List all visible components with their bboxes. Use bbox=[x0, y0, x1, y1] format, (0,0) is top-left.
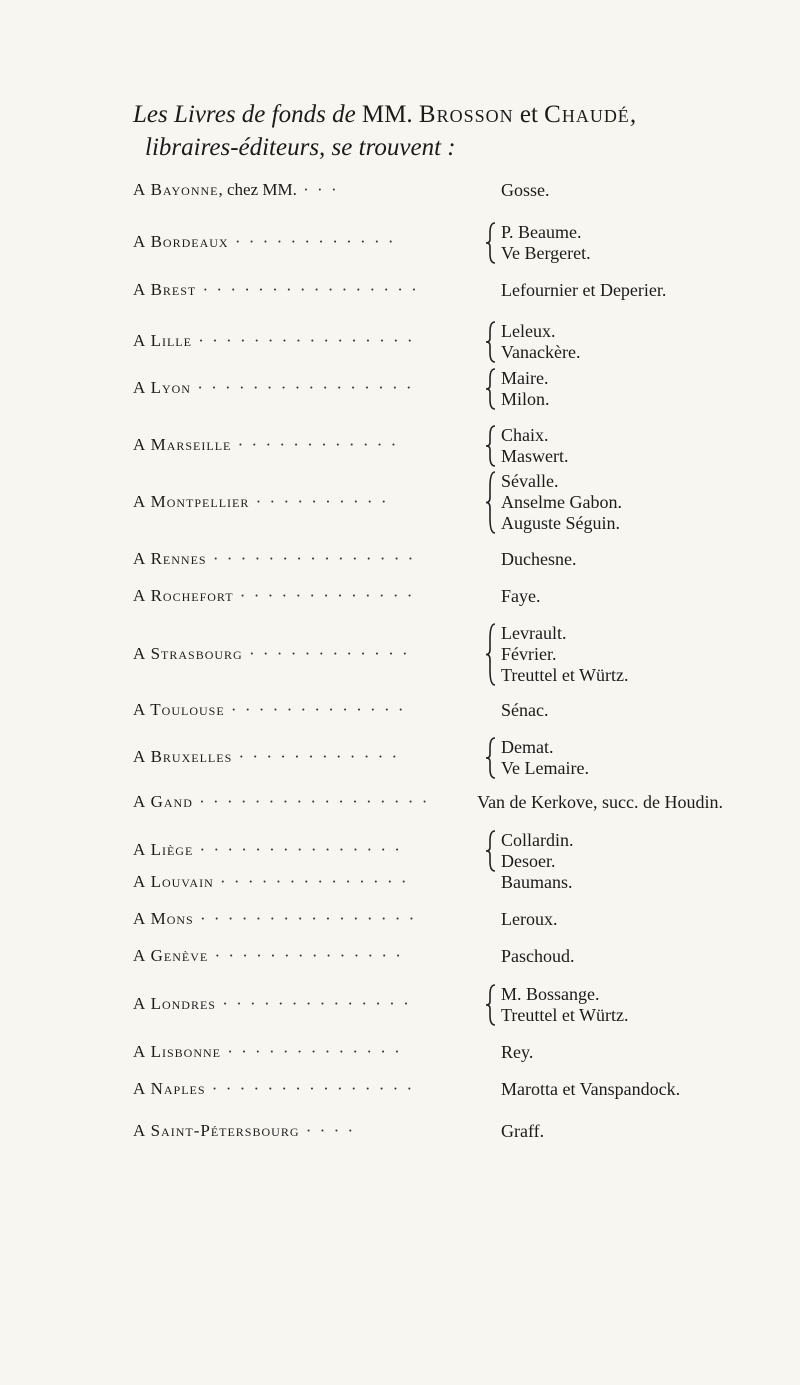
city-cell bbox=[133, 830, 485, 860]
bookseller-names bbox=[501, 872, 573, 893]
bookseller-name: Demat. bbox=[501, 737, 554, 757]
city-cell bbox=[133, 368, 485, 398]
city-cell bbox=[133, 1079, 485, 1099]
bookseller-names bbox=[501, 280, 666, 301]
bookseller-names bbox=[501, 830, 574, 872]
city-name: A Genève bbox=[133, 946, 209, 965]
bookseller-names bbox=[501, 368, 550, 410]
entry-row bbox=[133, 830, 723, 877]
bookseller-name: Van de Kerkove, succ. de Houdin. bbox=[477, 792, 723, 812]
dot-leaders: · · · · · · · · · · · · · bbox=[233, 586, 415, 605]
city-name: A Brest bbox=[133, 280, 197, 299]
city-cell bbox=[133, 280, 485, 300]
entry-row bbox=[133, 984, 723, 1031]
dot-leaders: · · · · · · · · · · · · · · · · · bbox=[192, 792, 430, 811]
bookseller-name: Rey. bbox=[501, 1042, 534, 1062]
city-name: A Gand bbox=[133, 792, 193, 811]
city-name: A Bruxelles bbox=[133, 747, 233, 766]
city-name: A Toulouse bbox=[133, 700, 225, 719]
bookseller-name: Ve Lemaire. bbox=[501, 758, 589, 778]
dot-leaders: · · · · bbox=[299, 1121, 356, 1140]
entry-row bbox=[133, 180, 723, 201]
bookseller-name: Lefournier et Deperier. bbox=[501, 280, 667, 300]
city-name: A Bordeaux bbox=[133, 232, 229, 251]
bookseller-names bbox=[501, 1042, 533, 1063]
bookseller-name: Graff. bbox=[501, 1121, 545, 1141]
city-name: A Londres bbox=[133, 994, 216, 1013]
city-cell bbox=[133, 321, 485, 351]
dot-leaders: · · · · · · · · · · · · bbox=[228, 232, 396, 251]
bookseller-name: Paschoud. bbox=[501, 946, 575, 966]
heading-and: et bbox=[519, 101, 538, 128]
brace-icon bbox=[485, 984, 497, 1031]
heading-prefix: Les Livres de fonds de bbox=[133, 101, 356, 128]
city-cell bbox=[133, 872, 485, 892]
dot-leaders: · · · · · · · · · · · · · · bbox=[215, 994, 411, 1013]
entry-row bbox=[133, 471, 723, 539]
city-suffix: , chez MM. bbox=[218, 180, 297, 199]
city-name: A Saint-Pétersbourg bbox=[133, 1121, 300, 1140]
brace-icon bbox=[485, 737, 497, 784]
publisher-name-2: Chaudé bbox=[544, 101, 630, 128]
bookseller-name: Auguste Séguin. bbox=[501, 513, 620, 533]
bookseller-names bbox=[501, 180, 550, 201]
dot-leaders: · · · · · · · · · · · · · · · bbox=[206, 549, 416, 568]
bookseller-name: Vanackère. bbox=[501, 342, 581, 362]
bookseller-name: Levrault. bbox=[501, 623, 567, 643]
dot-leaders: · · · · · · · · · · · · · · · · bbox=[196, 280, 419, 299]
city-name: A Lisbonne bbox=[133, 1042, 221, 1061]
bookseller-name: M. Bossange. bbox=[501, 984, 600, 1004]
dot-leaders: · · · · · · · · · · · · · · · · bbox=[190, 378, 414, 397]
dot-leaders: · · · · · · · · · · · · · · bbox=[213, 872, 409, 891]
bookseller-name: Duchesne. bbox=[501, 549, 577, 569]
publisher-name-1: Brosson bbox=[418, 101, 514, 128]
bookseller-name: Leleux. bbox=[501, 321, 556, 341]
dot-leaders: · · · · · · · · · · · · · · · · bbox=[191, 331, 415, 350]
city-cell bbox=[133, 623, 485, 664]
bookseller-name: Baumans. bbox=[501, 872, 573, 892]
brace-icon bbox=[485, 222, 497, 269]
bookseller-name: Treuttel et Würtz. bbox=[501, 1005, 629, 1025]
city-cell bbox=[133, 909, 485, 929]
dot-leaders: · · · · · · · · · · · · · bbox=[224, 700, 406, 719]
bookseller-name: Anselme Gabon. bbox=[501, 492, 622, 512]
bookseller-name: Ve Bergeret. bbox=[501, 243, 591, 263]
bookseller-name: Février. bbox=[501, 644, 557, 664]
city-name: A Louvain bbox=[133, 872, 214, 891]
city-name: A Mons bbox=[133, 909, 194, 928]
entry-row bbox=[133, 368, 723, 415]
dot-leaders: · · · · · · · · · · · · · · · · bbox=[193, 909, 417, 928]
bookseller-name: Marotta et Vanspandock. bbox=[501, 1079, 681, 1099]
entry-row bbox=[133, 700, 723, 721]
heading bbox=[133, 100, 793, 163]
heading-comma: , bbox=[629, 101, 637, 128]
city-cell bbox=[133, 792, 462, 812]
entry-row bbox=[133, 792, 723, 813]
dot-leaders: · · · · · · · · · · · · bbox=[231, 435, 399, 454]
bookseller-names bbox=[501, 946, 575, 967]
bookseller-names bbox=[501, 1079, 680, 1100]
bookseller-names bbox=[501, 909, 557, 930]
bookseller-name: Faye. bbox=[501, 586, 541, 606]
entry-row bbox=[133, 946, 723, 967]
city-cell bbox=[133, 700, 485, 720]
bookseller-name: Desoer. bbox=[501, 851, 556, 871]
city-name: A Liège bbox=[133, 840, 194, 859]
city-name: A Bayonne bbox=[133, 180, 219, 199]
bookseller-name: Treuttel et Würtz. bbox=[501, 665, 629, 685]
brace-icon bbox=[485, 623, 497, 691]
bookseller-names bbox=[501, 471, 622, 534]
brace-icon bbox=[485, 830, 497, 877]
entry-row bbox=[133, 872, 723, 893]
city-cell bbox=[133, 984, 485, 1014]
entry-row bbox=[133, 1042, 723, 1063]
bookseller-names bbox=[501, 1121, 544, 1142]
entry-row bbox=[133, 222, 723, 269]
city-cell bbox=[133, 946, 485, 966]
entry-row bbox=[133, 623, 723, 691]
city-cell bbox=[133, 471, 485, 512]
bookseller-name: Sévalle. bbox=[501, 471, 559, 491]
bookseller-name: Leroux. bbox=[501, 909, 558, 929]
city-cell bbox=[133, 222, 485, 252]
dot-leaders: · · · · · · · · · · bbox=[249, 492, 389, 511]
city-cell bbox=[133, 180, 485, 200]
bookseller-names bbox=[477, 792, 723, 813]
dot-leaders: · · · bbox=[296, 180, 339, 199]
city-name: A Rennes bbox=[133, 549, 207, 568]
city-name: A Strasbourg bbox=[133, 644, 243, 663]
bookseller-names bbox=[501, 222, 591, 264]
bookseller-name: Collardin. bbox=[501, 830, 574, 850]
heading-line-1 bbox=[133, 100, 793, 130]
bookseller-names bbox=[501, 425, 568, 467]
bookseller-name: Sénac. bbox=[501, 700, 549, 720]
dot-leaders: · · · · · · · · · · · · bbox=[242, 644, 410, 663]
city-name: A Lille bbox=[133, 331, 192, 350]
heading-mm: MM. bbox=[361, 101, 413, 128]
city-name: A Montpellier bbox=[133, 492, 250, 511]
entry-row bbox=[133, 1121, 723, 1142]
dot-leaders: · · · · · · · · · · · · · · · bbox=[193, 840, 402, 859]
dot-leaders: · · · · · · · · · · · · · bbox=[220, 1042, 402, 1061]
bookseller-names bbox=[501, 623, 628, 686]
entry-row bbox=[133, 549, 723, 570]
bookseller-name: Maire. bbox=[501, 368, 549, 388]
entry-row bbox=[133, 280, 723, 301]
entry-row bbox=[133, 737, 723, 784]
dot-leaders: · · · · · · · · · · · · · · · bbox=[205, 1079, 415, 1098]
bookseller-names bbox=[501, 321, 580, 363]
city-cell bbox=[133, 549, 485, 569]
bookseller-name: Maswert. bbox=[501, 446, 569, 466]
dot-leaders: · · · · · · · · · · · · · · bbox=[208, 946, 403, 965]
city-cell bbox=[133, 586, 485, 606]
city-name: A Marseille bbox=[133, 435, 232, 454]
brace-icon bbox=[485, 321, 497, 368]
brace-icon bbox=[485, 471, 497, 539]
bookseller-name: Milon. bbox=[501, 389, 550, 409]
bookseller-names bbox=[501, 586, 541, 607]
city-name: A Naples bbox=[133, 1079, 206, 1098]
city-cell bbox=[133, 737, 485, 767]
entry-row bbox=[133, 1079, 723, 1100]
brace-icon bbox=[485, 368, 497, 415]
city-cell bbox=[133, 425, 485, 455]
entry-row bbox=[133, 321, 723, 368]
city-cell bbox=[133, 1042, 485, 1062]
bookseller-names bbox=[501, 700, 548, 721]
brace-icon bbox=[485, 425, 497, 472]
bookseller-name: Gosse. bbox=[501, 180, 550, 200]
bookseller-names bbox=[501, 549, 576, 570]
entry-row bbox=[133, 586, 723, 607]
entry-row bbox=[133, 425, 723, 472]
city-name: A Rochefort bbox=[133, 586, 234, 605]
bookseller-name: Chaix. bbox=[501, 425, 549, 445]
entry-row bbox=[133, 909, 723, 930]
heading-line-2: libraires-éditeurs, se trouvent : bbox=[145, 134, 456, 161]
bookseller-name: P. Beaume. bbox=[501, 222, 582, 242]
dot-leaders: · · · · · · · · · · · · bbox=[232, 747, 400, 766]
bookseller-names bbox=[501, 737, 589, 779]
city-cell bbox=[133, 1121, 485, 1141]
bookseller-names bbox=[501, 984, 628, 1026]
city-name: A Lyon bbox=[133, 378, 191, 397]
